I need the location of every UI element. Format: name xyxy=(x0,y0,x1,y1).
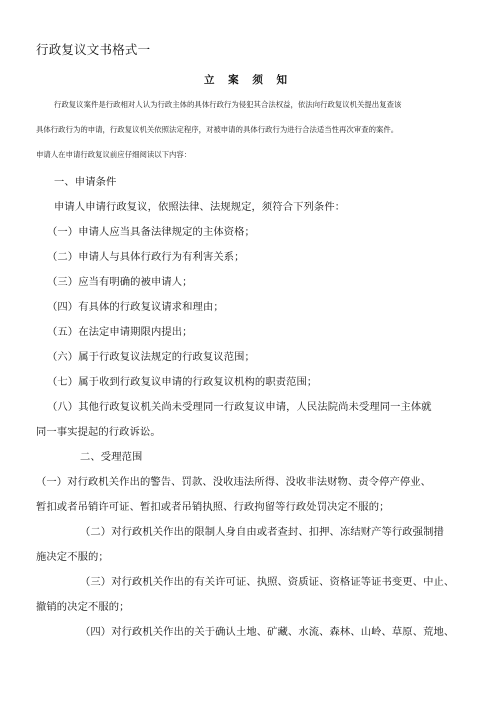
scope-line: 撤销的决定不服的； xyxy=(36,601,130,613)
section-lead: 申请人申请行政复议，依照法律、法规规定，须符合下列条件： xyxy=(54,201,346,213)
section-heading-scope: 二、受理范围 xyxy=(80,451,143,463)
scope-line: （一）对行政机关作出的警告、罚款、没收违法所得、没收非法财物、责令停产停业、 xyxy=(36,476,432,488)
scope-line: 暂扣或者吊销许可证、暂扣或者吊销执照、行政拘留等行政处罚决定不服的； xyxy=(36,501,390,513)
scope-line: （四）对行政机关作出的关于确认土地、矿藏、水流、森林、山岭、草原、荒地、 xyxy=(80,626,455,638)
condition-item: （二）申请人与具体行政行为有利害关系； xyxy=(47,251,245,263)
condition-item-continuation: 同一事实提起的行政诉讼。 xyxy=(36,426,161,438)
condition-item: （八）其他行政复议机关尚未受理同一行政复议申请，人民法院尚未受理同一主体就 xyxy=(47,401,432,413)
condition-item: （六）属于行政复议法规定的行政复议范围； xyxy=(47,351,255,363)
scope-line: （二）对行政机关作出的限制人身自由或者查封、扣押、冻结财产等行政强制措 xyxy=(80,526,444,538)
scope-line: （三）对行政机关作出的有关许可证、执照、资质证、资格证等证书变更、中止、 xyxy=(80,576,455,588)
document-title: 行政复议文书格式一 xyxy=(36,42,151,57)
notice-heading: 立 案 须 知 xyxy=(204,74,292,86)
condition-item: （七）属于收到行政复议申请的行政复议机构的职责范围； xyxy=(47,376,318,388)
condition-item: （四）有具体的行政复议请求和理由； xyxy=(47,301,224,313)
intro-line: 具体行政行为的申请，行政复议机关依照法定程序，对被申请的具体行政行为进行合法适当性再次审查的案件。 xyxy=(36,125,399,134)
intro-line: 行政复议案件是行政相对人认为行政主体的具体行政行为侵犯其合法权益，依法向行政复议机关提出复查该 xyxy=(54,100,402,109)
condition-item: （一）申请人应当具备法律规定的主体资格； xyxy=(47,226,255,238)
section-heading-conditions: 一、申请条件 xyxy=(54,176,117,188)
scope-line: 施决定不服的； xyxy=(36,551,109,563)
condition-item: （五）在法定申请期限内提出； xyxy=(47,326,193,338)
intro-line: 申请人在申请行政复议前应仔细阅读以下内容： xyxy=(36,150,192,159)
condition-item: （三）应当有明确的被申请人； xyxy=(47,276,193,288)
